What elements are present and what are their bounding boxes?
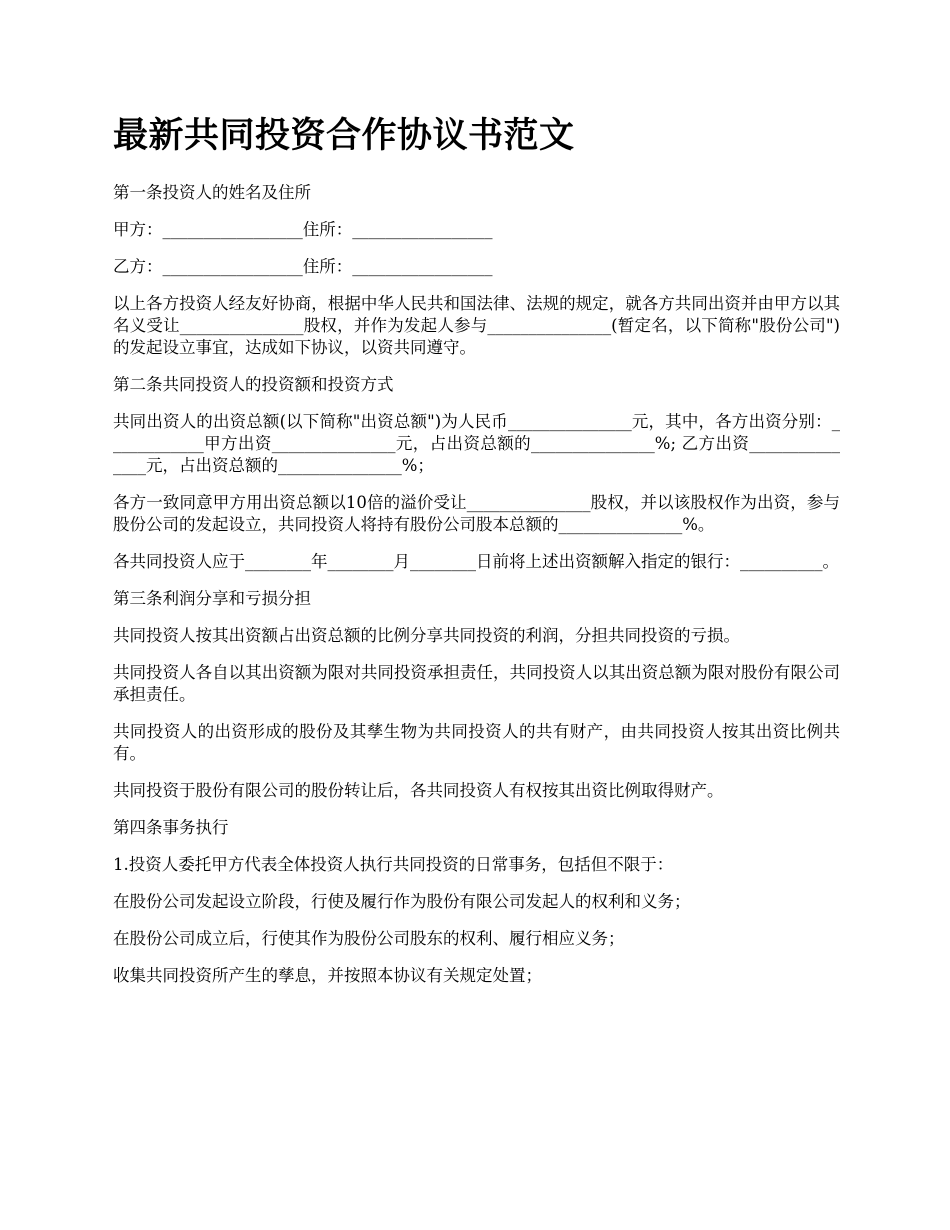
paragraph-party-a: 甲方：_________________住所：_________________ [113, 220, 493, 239]
paragraph-party-b: 乙方：_________________住所：_________________ [113, 257, 493, 276]
paragraph-post-founding: 在股份公司成立后，行使其作为股份公司股东的权利、履行相应义务； [113, 929, 625, 948]
paragraph-preamble: 以上各方投资人经友好协商，根据中华人民共和国法律、法规的规定，就各方共同出资并由甲方以其名义受让_______________股权，并作为发起人参与_______________(暂定名，以下简称"股份公司")的发起设立事宜，达成如下协议，以资共同遵守。 [113, 294, 840, 357]
paragraph-article-4-heading: 第四条事务执行 [113, 818, 229, 837]
paragraph-profit-sharing: 共同投资人按其出资额占出资总额的比例分享共同投资的利润，分担共同投资的亏损。 [113, 626, 740, 645]
paragraph-delegation: 1.投资人委托甲方代表全体投资人执行共同投资的日常事务，包括但不限于： [113, 855, 674, 874]
paragraph-contribution-amounts: 共同出资人的出资总额(以下简称"出资总额")为人民币_______________元，其中，各方出资分别：____________甲方出资_______________元，占出资总额的_______________%; 乙方出资_______________元，占出资总额的_______________%； [113, 412, 840, 475]
paragraph-liability: 共同投资人各自以其出资额为限对共同投资承担责任，共同投资人以其出资总额为限对股份有限公司承担责任。 [113, 663, 840, 704]
paragraph-article-2-heading: 第二条共同投资人的投资额和投资方式 [113, 375, 394, 394]
paragraph-collect-proceeds: 收集共同投资所产生的孳息，并按照本协议有关规定处置； [113, 966, 542, 985]
paragraph-payment-deadline: 各共同投资人应于________年________月________日前将上述出资额解入指定的银行：__________。 [113, 552, 839, 571]
paragraph-share-transfer-proceeds: 共同投资于股份有限公司的股份转让后，各共同投资人有权按其出资比例取得财产。 [113, 781, 724, 800]
paragraph-common-property: 共同投资人的出资形成的股份及其孳生物为共同投资人的共有财产，由共同投资人按其出资比例共有。 [113, 722, 840, 763]
paragraph-article-1-heading: 第一条投资人的姓名及住所 [113, 183, 311, 202]
paragraph-share-transfer: 各方一致同意甲方用出资总额以10倍的溢价受让_______________股权，并以该股权作为出资，参与股份公司的发起设立，共同投资人将持有股份公司股本总额的_______________%。 [113, 493, 840, 534]
document-title: 最新共同投资合作协议书范文 [113, 115, 575, 156]
paragraph-article-3-heading: 第三条利润分享和亏损分担 [113, 589, 311, 608]
paragraph-founding-stage: 在股份公司发起设立阶段，行使及履行作为股份有限公司发起人的权利和义务； [113, 892, 691, 911]
document-page [113, 112, 840, 1002]
